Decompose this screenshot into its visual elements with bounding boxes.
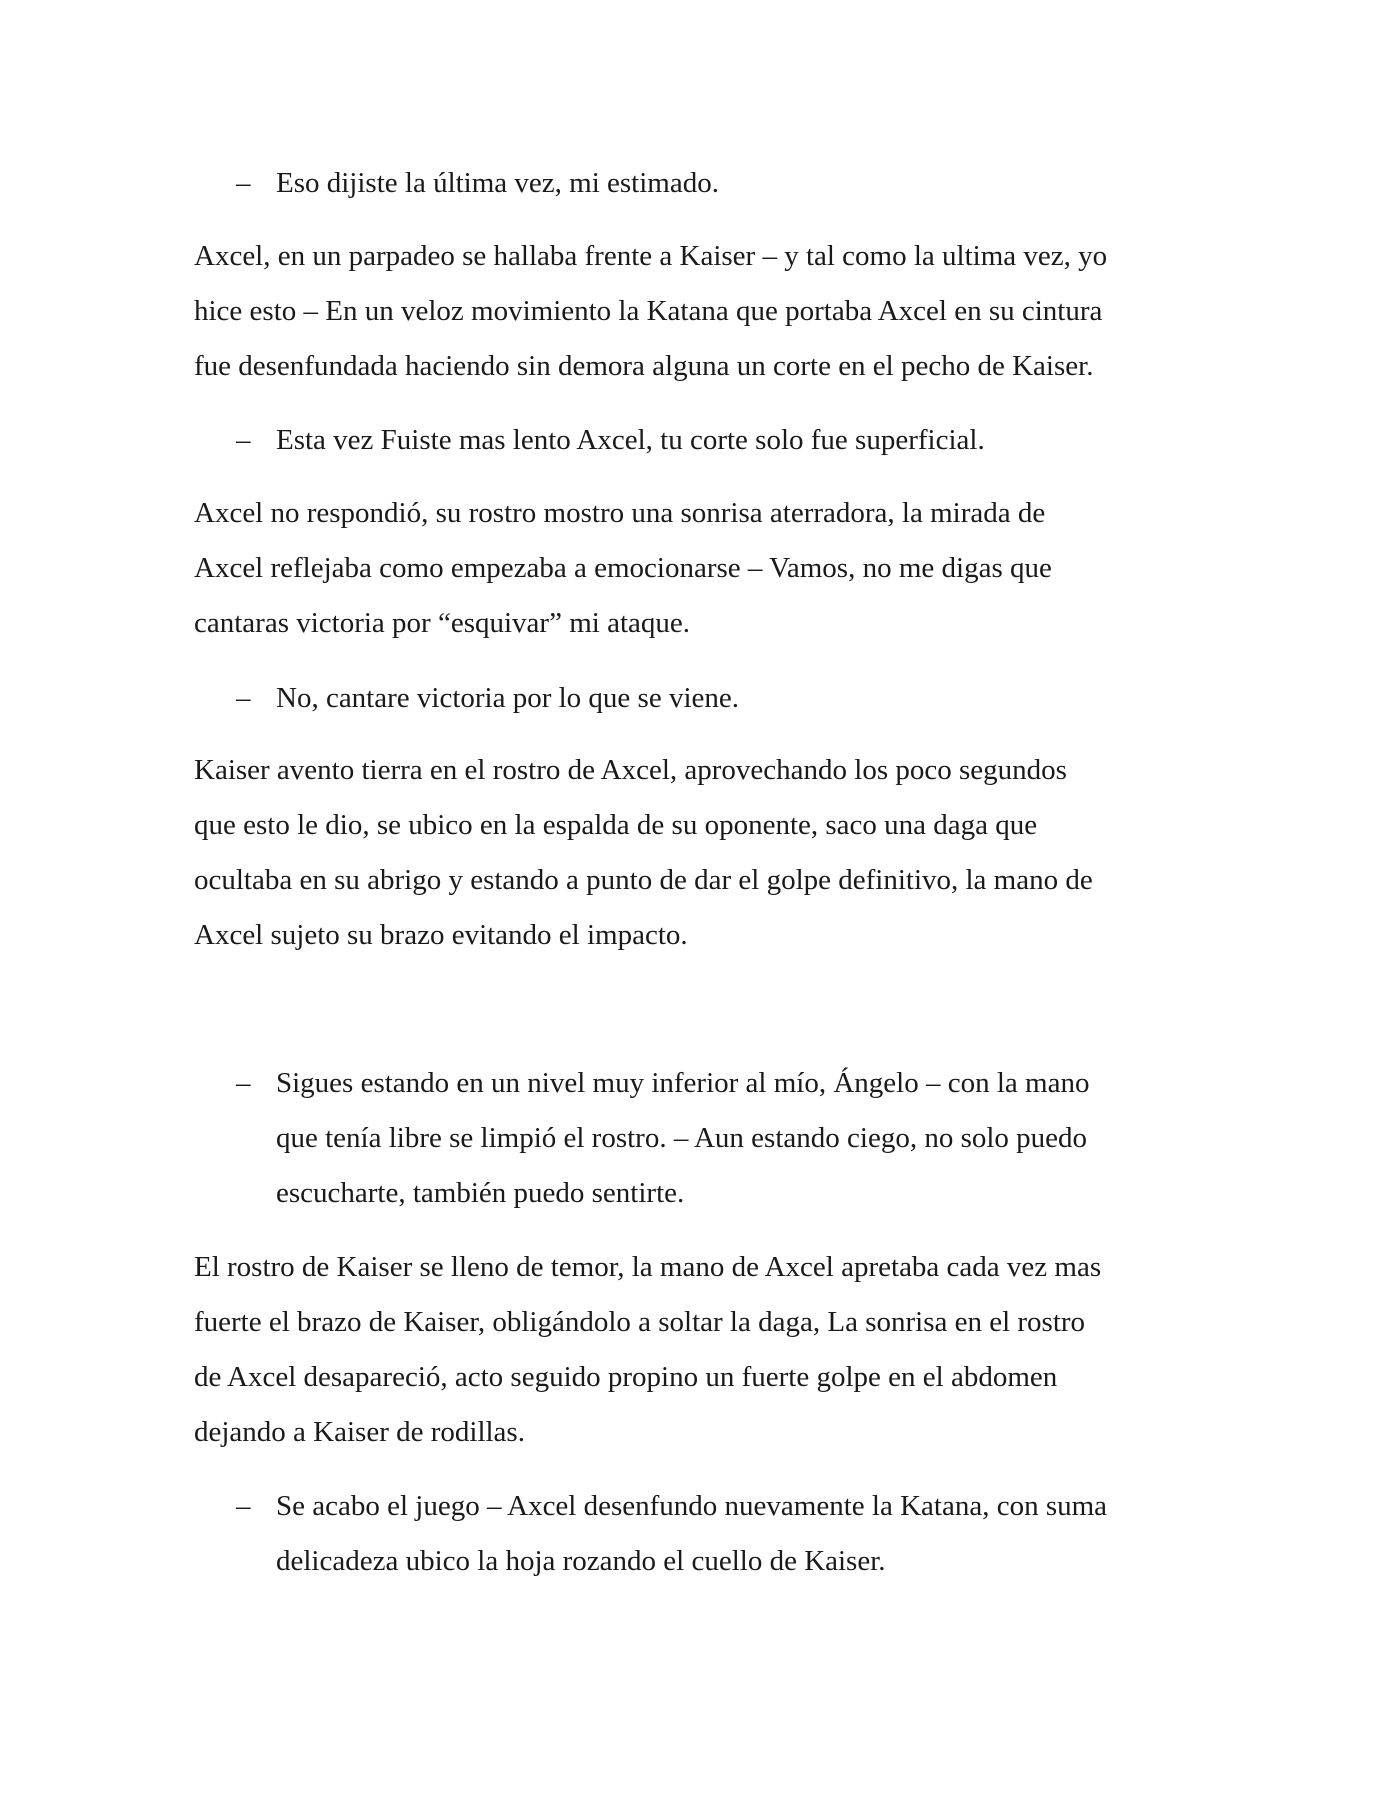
dialogue-line: Esta vez Fuiste mas lento Axcel, tu corte solo fue superficial. [276, 424, 985, 456]
dialogue-dash: – [236, 167, 251, 199]
narration-line: fuerte el brazo de Kaiser, obligándolo a soltar la daga, La sonrisa en el rostro [194, 1306, 1086, 1338]
dialogue-dash: – [236, 1490, 251, 1522]
dialogue-line: Se acabo el juego – Axcel desenfundo nuevamente la Katana, con suma [276, 1490, 1108, 1522]
narration-line: que esto le dio, se ubico en la espalda de su oponente, saco una daga que [194, 809, 1038, 841]
dialogue-line: Eso dijiste la última vez, mi estimado. [276, 167, 719, 199]
dialogue-line: escucharte, también puedo sentirte. [276, 1177, 685, 1209]
narration-line: dejando a Kaiser de rodillas. [194, 1416, 525, 1448]
narration-line: fue desenfundada haciendo sin demora alguna un corte en el pecho de Kaiser. [194, 350, 1094, 382]
narration-line: Kaiser avento tierra en el rostro de Axcel, aprovechando los poco segundos [194, 754, 1067, 786]
narration-line: Axcel, en un parpadeo se hallaba frente a Kaiser – y tal como la ultima vez, yo [194, 240, 1108, 272]
dialogue-line: Sigues estando en un nivel muy inferior al mío, Ángelo – con la mano [276, 1067, 1090, 1099]
dialogue-line: delicadeza ubico la hoja rozando el cuello de Kaiser. [276, 1545, 886, 1577]
dialogue-line: que tenía libre se limpió el rostro. – Aun estando ciego, no solo puedo [276, 1122, 1088, 1154]
narration-line: cantaras victoria por “esquivar” mi ataque. [194, 607, 690, 639]
narration-line: hice esto – En un veloz movimiento la Katana que portaba Axcel en su cintura [194, 295, 1103, 327]
narration-line: ocultaba en su abrigo y estando a punto de dar el golpe definitivo, la mano de [194, 864, 1093, 896]
dialogue-dash: – [236, 424, 251, 456]
dialogue-dash: – [236, 1067, 251, 1099]
narration-line: Axcel no respondió, su rostro mostro una sonrisa aterradora, la mirada de [194, 497, 1046, 529]
narration-line: Axcel sujeto su brazo evitando el impacto. [194, 919, 688, 951]
narration-line: de Axcel desapareció, acto seguido propino un fuerte golpe en el abdomen [194, 1361, 1058, 1393]
narration-line: El rostro de Kaiser se lleno de temor, la mano de Axcel apretaba cada vez mas [194, 1251, 1102, 1283]
dialogue-line: No, cantare victoria por lo que se viene. [276, 682, 740, 714]
dialogue-dash: – [236, 682, 251, 714]
narration-line: Axcel reflejaba como empezaba a emocionarse – Vamos, no me digas que [194, 552, 1052, 584]
